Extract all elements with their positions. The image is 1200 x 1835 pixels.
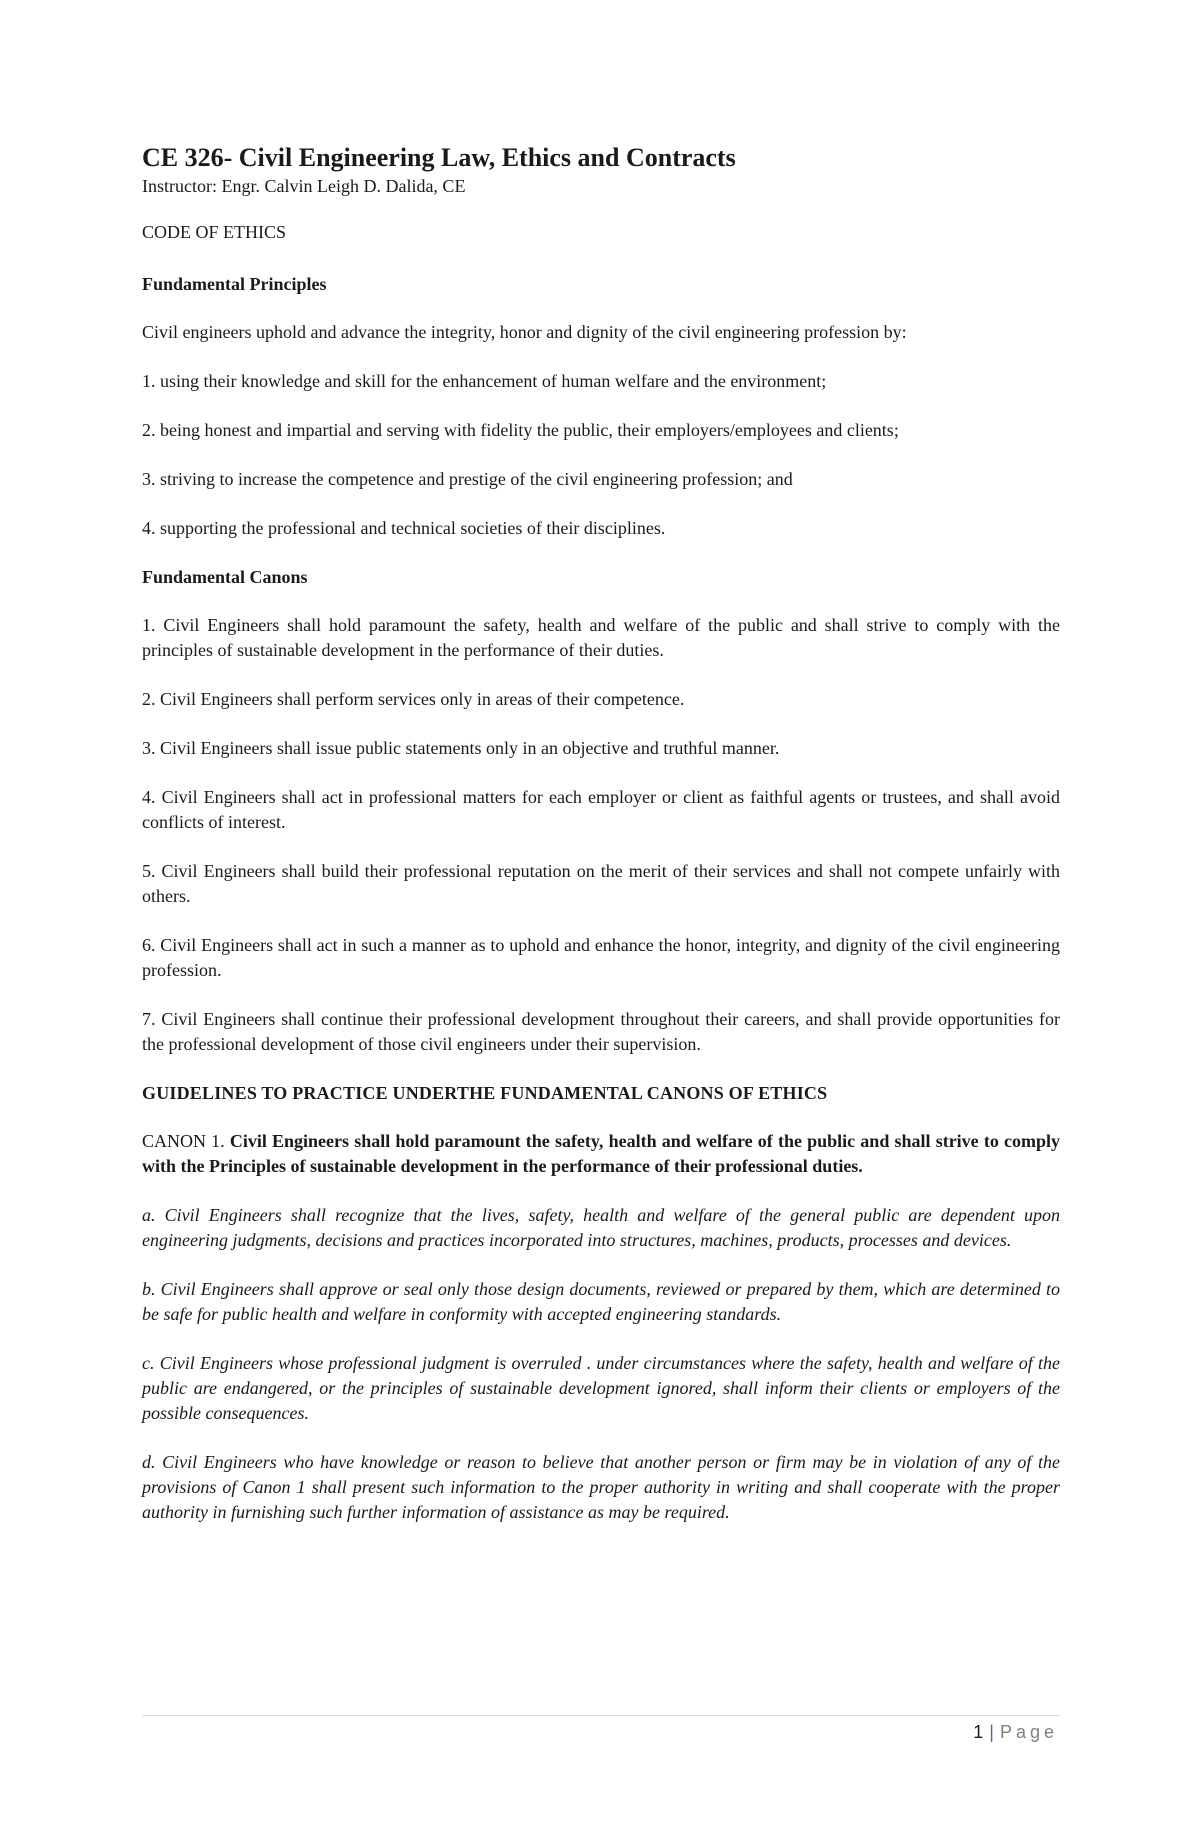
guideline-item: b. Civil Engineers shall approve or seal only those design documents, reviewed or prepared by them, which are determined to be safe for public health and welfare in conformity with accepted engineering standards.: [142, 1279, 1060, 1324]
footer-divider: [142, 1715, 1060, 1716]
canon-item: 4. Civil Engineers shall act in professional matters for each employer or client as faithful agents or trustees, and shall avoid conflicts of interest.: [142, 787, 1060, 832]
principle-item: 3. striving to increase the competence and prestige of the civil engineering profession; and: [142, 469, 793, 489]
document-title: CE 326- Civil Engineering Law, Ethics and Contracts: [142, 143, 736, 172]
canon-item: 6. Civil Engineers shall act in such a manner as to uphold and enhance the honor, integrity, and dignity of the civil engineering profession.: [142, 935, 1060, 980]
fundamental-principles-heading: Fundamental Principles: [142, 274, 327, 294]
canon-item: 2. Civil Engineers shall perform services only in areas of their competence.: [142, 689, 685, 709]
guidelines-heading: GUIDELINES TO PRACTICE UNDERTHE FUNDAMENTAL CANONS OF ETHICS: [142, 1083, 828, 1103]
guideline-item: a. Civil Engineers shall recognize that the lives, safety, health and welfare of the general public are dependent upon engineering judgments, decisions and practices incorporated into structures, machines, products, processes and devices.: [142, 1205, 1060, 1250]
code-of-ethics-heading: CODE OF ETHICS: [142, 222, 287, 242]
page-label: Page: [999, 1722, 1058, 1742]
principle-item: 4. supporting the professional and technical societies of their disciplines.: [142, 518, 666, 538]
page-footer: [973, 1722, 1058, 1743]
footer-separator: |: [989, 1722, 994, 1742]
page-number: 1: [973, 1722, 984, 1742]
instructor-line: Instructor: Engr. Calvin Leigh D. Dalida, CE: [142, 176, 466, 196]
canon-item: 5. Civil Engineers shall build their professional reputation on the merit of their services and shall not compete unfairly with others.: [142, 861, 1060, 906]
canon-item: 1. Civil Engineers shall hold paramount the safety, health and welfare of the public and shall strive to comply with the principles of sustainable development in the performance of their duties.: [142, 615, 1060, 660]
principle-item: 1. using their knowledge and skill for the enhancement of human welfare and the environment;: [142, 371, 827, 391]
principle-item: 2. being honest and impartial and serving with fidelity the public, their employers/employees and clients;: [142, 420, 899, 440]
canon-item: 7. Civil Engineers shall continue their professional development throughout their careers, and shall provide opportunities for the professional development of those civil engineers under their supervision.: [142, 1009, 1060, 1054]
fundamental-canons-heading: Fundamental Canons: [142, 567, 308, 587]
canon-1-title: [142, 1129, 1060, 1179]
guideline-item: c. Civil Engineers whose professional judgment is overruled . under circumstances where the safety, health and welfare of the public are endangered, or the principles of sustainable development ignored, shall inform their clients or employers of the possible consequences.: [142, 1353, 1060, 1423]
canon-1-label: CANON 1.: [142, 1131, 225, 1151]
canon-item: 3. Civil Engineers shall issue public statements only in an objective and truthful manner.: [142, 738, 780, 758]
guideline-item: d. Civil Engineers who have knowledge or reason to believe that another person or firm may be in violation of any of the provisions of Canon 1 shall present such information to the proper authority in writing and shall cooperate with the proper authority in furnishing such further information of assistance as may be required.: [142, 1452, 1060, 1522]
document-page: [142, 142, 1060, 1549]
principles-intro: Civil engineers uphold and advance the integrity, honor and dignity of the civil engineering profession by:: [142, 322, 907, 342]
canon-1-text: Civil Engineers shall hold paramount the safety, health and welfare of the public and shall strive to comply with the Principles of sustainable development in the performance of their professional duties.: [142, 1131, 1060, 1176]
